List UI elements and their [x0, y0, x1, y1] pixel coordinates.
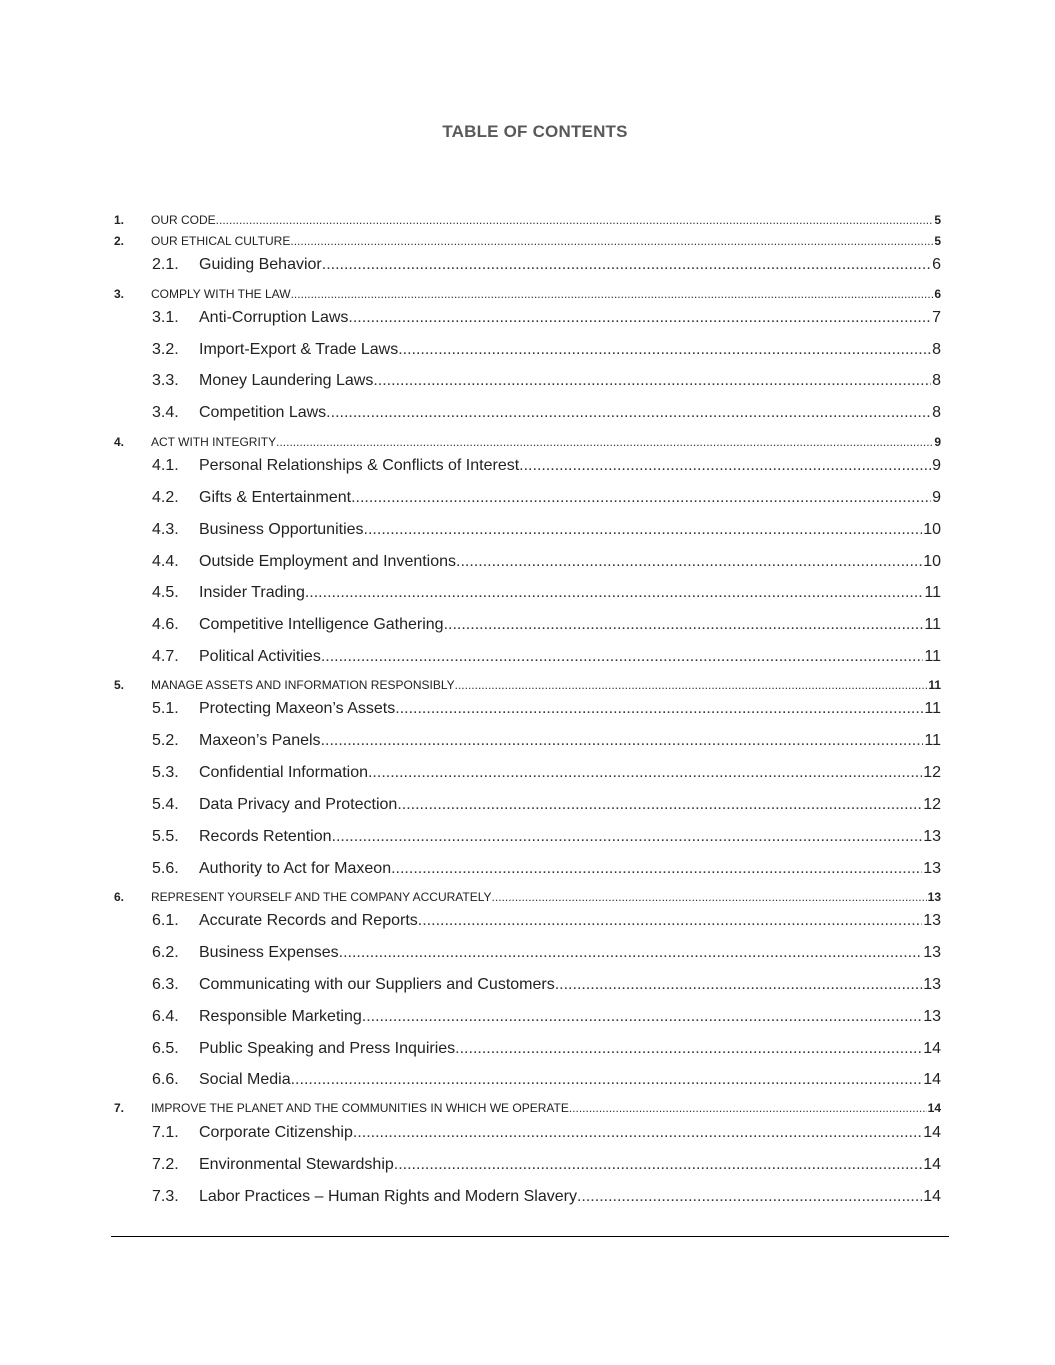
toc-entry-leader-line: [199, 860, 941, 878]
toc-entry-leader-line: [199, 796, 941, 814]
toc-entry-leader-line: [199, 553, 941, 571]
toc-entry-number: 3.3.: [152, 372, 179, 389]
toc-entry-leader-line: [199, 828, 941, 846]
toc-entry-number: 6.6.: [152, 1071, 179, 1088]
toc-entry-title[interactable]: Public Speaking and Press Inquiries: [199, 1040, 456, 1057]
dot-leader: [368, 764, 922, 782]
toc-entry-number: 6.2.: [152, 944, 179, 961]
dot-leader: [276, 435, 933, 449]
toc-subsection-entry[interactable]: [0, 1124, 1055, 1146]
toc-entry-page-number[interactable]: 5: [934, 213, 941, 227]
toc-subsection-entry[interactable]: [0, 912, 1055, 934]
toc-subsection-entry[interactable]: [0, 828, 1055, 850]
toc-subsection-entry[interactable]: [0, 944, 1055, 966]
dot-leader: [398, 341, 931, 359]
toc-entry-page-number[interactable]: 7: [932, 309, 941, 326]
toc-entry-number: 7.2.: [152, 1156, 179, 1173]
toc-entry-leader-line: [199, 648, 941, 666]
toc-entry-number: 4.7.: [152, 648, 179, 665]
toc-entry-number: 5.3.: [152, 764, 179, 781]
toc-entry-leader-line: [199, 764, 941, 782]
dot-leader: [492, 890, 927, 904]
toc-entry-number: 5.2.: [152, 732, 179, 749]
toc-entry-title[interactable]: Protecting Maxeon’s Assets: [199, 700, 396, 717]
toc-entry-page-number[interactable]: 14: [923, 1156, 941, 1173]
toc-subsection-entry[interactable]: [0, 1008, 1055, 1030]
toc-entry-title[interactable]: OUR CODE: [151, 213, 216, 227]
toc-entry-title[interactable]: ACT WITH INTEGRITY: [151, 435, 277, 449]
toc-entry-title[interactable]: OUR ETHICAL CULTURE: [151, 234, 291, 248]
dot-leader: [455, 678, 928, 692]
toc-entry-leader-line: [199, 700, 941, 718]
toc-entry-number: 4.2.: [152, 489, 179, 506]
toc-entry-leader-line: [199, 489, 941, 507]
toc-entry-page-number[interactable]: 8: [932, 404, 941, 421]
toc-section-entry[interactable]: [0, 1101, 1055, 1123]
toc-subsection-entry[interactable]: [0, 860, 1055, 882]
toc-entry-number: 2.: [114, 234, 125, 248]
dot-leader: [391, 860, 922, 878]
toc-entry-page-number[interactable]: 14: [923, 1071, 941, 1088]
toc-subsection-entry[interactable]: [0, 1188, 1055, 1210]
toc-entry-page-number[interactable]: 9: [932, 489, 941, 506]
toc-entry-title[interactable]: Labor Practices – Human Rights and Modern Slavery: [199, 1188, 577, 1205]
dot-leader: [321, 648, 924, 666]
toc-section-entry[interactable]: [0, 678, 1055, 700]
toc-entry-title[interactable]: Communicating with our Suppliers and Customers: [199, 976, 555, 993]
toc-entry-leader-line: [199, 944, 941, 962]
dot-leader: [291, 287, 934, 301]
toc-entry-title[interactable]: Environmental Stewardship: [199, 1156, 394, 1173]
dot-leader: [455, 1040, 922, 1058]
toc-entry-title[interactable]: Social Media: [199, 1071, 291, 1088]
toc-entry-title[interactable]: Data Privacy and Protection: [199, 796, 398, 813]
footer-divider: [111, 1236, 949, 1237]
dot-leader: [569, 1101, 927, 1115]
toc-entry-title[interactable]: Business Expenses: [199, 944, 339, 961]
toc-entry-page-number[interactable]: 10: [923, 521, 941, 538]
dot-leader: [397, 796, 922, 814]
toc-subsection-entry[interactable]: [0, 648, 1055, 670]
dot-leader: [519, 457, 931, 475]
toc-entry-number: 3.: [114, 287, 125, 301]
toc-entry-page-number[interactable]: 11: [924, 732, 941, 749]
toc-entry-number: 3.2.: [152, 341, 179, 358]
toc-entry-title[interactable]: COMPLY WITH THE LAW: [151, 287, 291, 301]
toc-entry-page-number[interactable]: 12: [923, 796, 941, 813]
toc-subsection-entry[interactable]: [0, 584, 1055, 606]
toc-entry-leader-line: [199, 457, 941, 475]
toc-entry-leader-line: [199, 1008, 941, 1026]
toc-entry-page-number[interactable]: 13: [923, 976, 941, 993]
toc-entry-page-number[interactable]: 9: [934, 435, 941, 449]
toc-entry-leader-line: [151, 890, 941, 904]
toc-entry-number: 4.3.: [152, 521, 179, 538]
toc-entry-title[interactable]: Maxeon’s Panels: [199, 732, 321, 749]
toc-entry-title[interactable]: Insider Trading: [199, 584, 305, 601]
toc-subsection-entry[interactable]: [0, 521, 1055, 543]
toc-section-entry[interactable]: [0, 213, 1055, 235]
dot-leader: [362, 1008, 922, 1026]
toc-section-entry[interactable]: [0, 435, 1055, 457]
dot-leader: [322, 256, 931, 274]
toc-entry-title[interactable]: Competitive Intelligence Gathering: [199, 616, 444, 633]
toc-entry-number: 5.4.: [152, 796, 179, 813]
toc-entry-leader-line: [151, 234, 941, 248]
dot-leader: [577, 1188, 922, 1206]
dot-leader: [321, 732, 924, 750]
toc-entry-leader-line: [199, 584, 941, 602]
toc-entry-number: 7.: [114, 1101, 125, 1115]
toc-entry-number: 5.: [114, 678, 125, 692]
toc-entry-number: 7.3.: [152, 1188, 179, 1205]
toc-entry-leader-line: [199, 1071, 941, 1089]
toc-entry-page-number[interactable]: 14: [923, 1188, 941, 1205]
toc-entry-number: 6.5.: [152, 1040, 179, 1057]
toc-section-entry[interactable]: [0, 287, 1055, 309]
toc-entry-page-number[interactable]: 11: [924, 700, 941, 717]
toc-entry-page-number[interactable]: 11: [924, 584, 941, 601]
toc-entry-number: 6.1.: [152, 912, 179, 929]
toc-entry-number: 6.: [114, 890, 125, 904]
toc-entry-title[interactable]: Authority to Act for Maxeon: [199, 860, 392, 877]
toc-entry-page-number[interactable]: 14: [927, 1101, 941, 1115]
toc-subsection-entry[interactable]: [0, 404, 1055, 426]
toc-entry-number: 3.1.: [152, 309, 179, 326]
toc-subsection-entry[interactable]: [0, 1071, 1055, 1093]
toc-entry-number: 6.3.: [152, 976, 179, 993]
toc-entry-title[interactable]: Import-Export & Trade Laws: [199, 341, 399, 358]
dot-leader: [290, 234, 933, 248]
toc-entry-number: 4.6.: [152, 616, 179, 633]
toc-entry-page-number[interactable]: 11: [924, 648, 941, 665]
toc-subsection-entry[interactable]: [0, 1040, 1055, 1062]
toc-subsection-entry[interactable]: [0, 796, 1055, 818]
toc-entry-number: 1.: [114, 213, 125, 227]
toc-entry-leader-line: [199, 616, 941, 634]
toc-entry-title[interactable]: Accurate Records and Reports: [199, 912, 418, 929]
toc-subsection-entry[interactable]: [0, 1156, 1055, 1178]
toc-entry-page-number[interactable]: 13: [923, 860, 941, 877]
toc-entry-title[interactable]: IMPROVE THE PLANET AND THE COMMUNITIES IN WHICH WE OPERATE: [151, 1101, 569, 1115]
toc-subsection-entry[interactable]: [0, 764, 1055, 786]
toc-entry-leader-line: [199, 912, 941, 930]
dot-leader: [291, 1071, 923, 1089]
toc-entry-leader-line: [199, 1188, 941, 1206]
toc-entry-leader-line: [199, 341, 941, 359]
page-title: TABLE OF CONTENTS: [442, 122, 628, 141]
toc-entry-leader-line: [151, 213, 941, 227]
toc-subsection-entry[interactable]: [0, 309, 1055, 331]
toc-entry-title[interactable]: Gifts & Entertainment: [199, 489, 352, 506]
toc-entry-leader-line: [151, 678, 941, 692]
toc-entry-page-number[interactable]: 14: [923, 1040, 941, 1057]
toc-entry-leader-line: [199, 372, 941, 390]
toc-entry-page-number[interactable]: 11: [924, 616, 941, 633]
toc-subsection-entry[interactable]: [0, 341, 1055, 363]
toc-subsection-entry[interactable]: [0, 976, 1055, 998]
dot-leader: [339, 944, 923, 962]
toc-entry-page-number[interactable]: 13: [923, 944, 941, 961]
toc-entry-page-number[interactable]: 5: [934, 234, 941, 248]
toc-entry-leader-line: [199, 1040, 941, 1058]
toc-entry-title[interactable]: Business Opportunities: [199, 521, 364, 538]
toc-entry-title[interactable]: Political Activities: [199, 648, 321, 665]
dot-leader: [395, 700, 923, 718]
toc-entry-title[interactable]: Responsible Marketing: [199, 1008, 362, 1025]
toc-subsection-entry[interactable]: [0, 372, 1055, 394]
dot-leader: [418, 912, 922, 930]
toc-entry-page-number[interactable]: 8: [932, 341, 941, 358]
toc-entry-title[interactable]: REPRESENT YOURSELF AND THE COMPANY ACCURATELY: [151, 890, 492, 904]
toc-entry-title[interactable]: Records Retention: [199, 828, 332, 845]
toc-entry-title[interactable]: Guiding Behavior: [199, 256, 322, 273]
toc-entry-leader-line: [199, 1156, 941, 1174]
toc-entry-title[interactable]: Outside Employment and Inventions: [199, 553, 457, 570]
toc-entry-page-number[interactable]: 14: [923, 1124, 941, 1141]
dot-leader: [373, 372, 931, 390]
toc-section-entry[interactable]: [0, 234, 1055, 256]
toc-entry-number: 4.4.: [152, 553, 179, 570]
dot-leader: [351, 489, 931, 507]
dot-leader: [348, 309, 931, 327]
toc-entry-title[interactable]: Corporate Citizenship: [199, 1124, 353, 1141]
toc-entry-title[interactable]: Personal Relationships & Conflicts of Interest: [199, 457, 520, 474]
dot-leader: [326, 404, 931, 422]
toc-entry-page-number[interactable]: 13: [923, 912, 941, 929]
dot-leader: [305, 584, 924, 602]
toc-entry-number: 2.1.: [152, 256, 179, 273]
dot-leader: [332, 828, 923, 846]
toc-entry-page-number[interactable]: 13: [923, 828, 941, 845]
toc-entry-title[interactable]: Money Laundering Laws: [199, 372, 374, 389]
toc-entry-number: 6.4.: [152, 1008, 179, 1025]
toc-entry-leader-line: [199, 732, 941, 750]
toc-subsection-entry[interactable]: [0, 489, 1055, 511]
toc-entry-page-number[interactable]: 12: [923, 764, 941, 781]
dot-leader: [456, 553, 922, 571]
toc-entry-page-number[interactable]: 9: [932, 457, 941, 474]
toc-entry-leader-line: [199, 256, 941, 274]
toc-entry-page-number[interactable]: 13: [927, 890, 941, 904]
toc-section-entry[interactable]: [0, 890, 1055, 912]
toc-entry-leader-line: [151, 1101, 941, 1115]
dot-leader: [394, 1156, 922, 1174]
toc-subsection-entry[interactable]: [0, 553, 1055, 575]
toc-entry-leader-line: [151, 287, 941, 301]
toc-entry-number: 5.1.: [152, 700, 179, 717]
toc-entry-page-number[interactable]: 13: [923, 1008, 941, 1025]
toc-entry-title[interactable]: Competition Laws: [199, 404, 327, 421]
toc-subsection-entry[interactable]: [0, 457, 1055, 479]
toc-entry-leader-line: [199, 976, 941, 994]
toc-entry-page-number[interactable]: 8: [932, 372, 941, 389]
toc-subsection-entry[interactable]: [0, 732, 1055, 754]
dot-leader: [444, 616, 924, 634]
toc-entry-number: 3.4.: [152, 404, 179, 421]
toc-entry-number: 4.1.: [152, 457, 179, 474]
toc-entry-number: 7.1.: [152, 1124, 179, 1141]
toc-entry-number: 5.5.: [152, 828, 179, 845]
toc-subsection-entry[interactable]: [0, 256, 1055, 278]
toc-entry-number: 5.6.: [152, 860, 179, 877]
toc-entry-leader-line: [199, 1124, 941, 1142]
toc-entry-title[interactable]: Anti-Corruption Laws: [199, 309, 349, 326]
toc-entry-leader-line: [199, 521, 941, 539]
toc-entry-leader-line: [151, 435, 941, 449]
toc-entry-page-number[interactable]: 10: [923, 553, 941, 570]
toc-entry-title[interactable]: MANAGE ASSETS AND INFORMATION RESPONSIBLY: [151, 678, 455, 692]
toc-entry-number: 4.: [114, 435, 125, 449]
dot-leader: [555, 976, 922, 994]
dot-leader: [353, 1124, 922, 1142]
toc-entry-title[interactable]: Confidential Information: [199, 764, 368, 781]
toc-entry-number: 4.5.: [152, 584, 179, 601]
dot-leader: [364, 521, 923, 539]
toc-entry-page-number[interactable]: 6: [934, 287, 941, 301]
dot-leader: [216, 213, 934, 227]
toc-subsection-entry[interactable]: [0, 616, 1055, 638]
toc-entry-leader-line: [199, 309, 941, 327]
toc-subsection-entry[interactable]: [0, 700, 1055, 722]
toc-entry-leader-line: [199, 404, 941, 422]
toc-entry-page-number[interactable]: 6: [932, 256, 941, 273]
toc-entry-page-number[interactable]: 11: [928, 678, 941, 692]
